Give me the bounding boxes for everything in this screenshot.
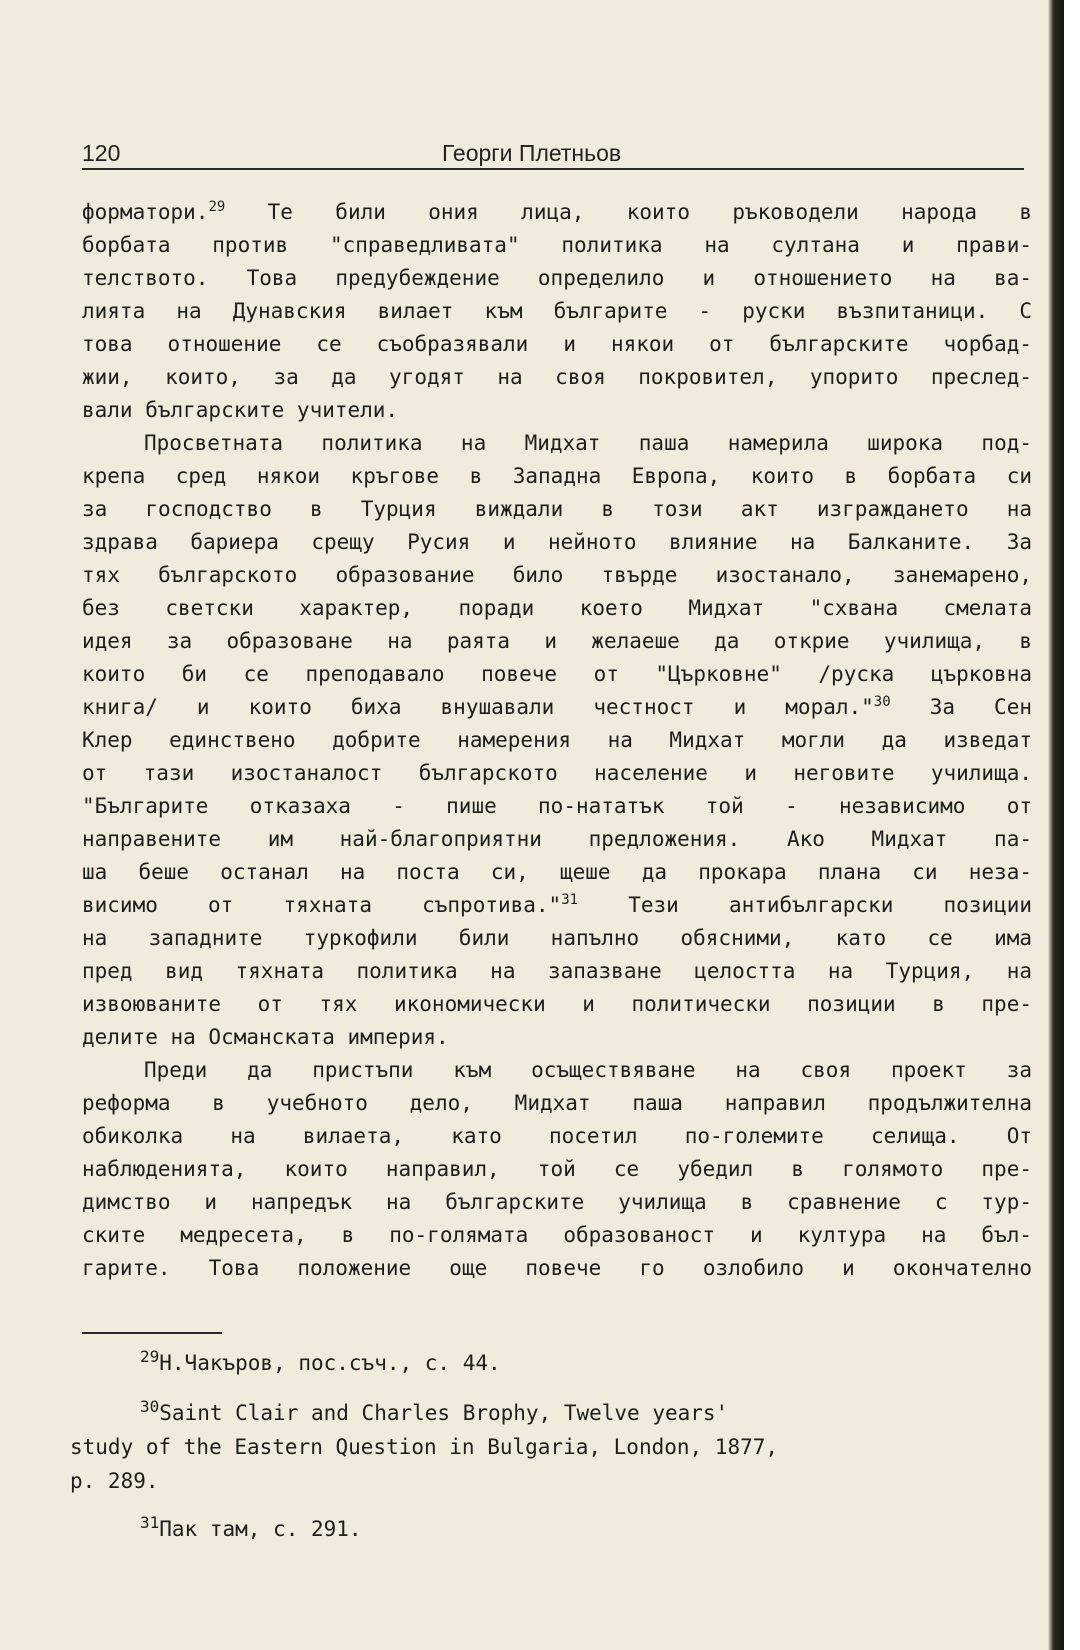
text-line: ша беше останал на поста си, щеше да прокара плана си неза- <box>82 860 1032 884</box>
text-line: реформа в учебното дело, Мидхат паша направил продължителна <box>82 1091 1032 1115</box>
text-line: обиколка на вилаета, като посетил по-големите селища. От <box>82 1124 1032 1148</box>
text-line: извоюваните от тях икономически и политически позиции в пре- <box>82 992 1032 1016</box>
text-line: направените им най-благоприятни предложения. Ако Мидхат па- <box>82 827 1032 851</box>
footnote-30-page: р. 289. <box>70 1469 159 1493</box>
footnote-text: Пак там, с. 291. <box>159 1517 362 1541</box>
footnote-reference-29: 29 <box>208 199 226 215</box>
text-line: без светски характер, поради което Мидхат "схвана смелата <box>82 596 1032 620</box>
text-line: жии, които, за да угодят на своя покровител, упорито преслед- <box>82 365 1032 389</box>
text-line: пред вид тяхната политика на запазване целостта на Турция, на <box>82 959 1032 983</box>
text-line: димство и напредък на българските училища в сравнение с тур- <box>82 1190 1032 1214</box>
footnote-reference-30: 30 <box>873 694 891 710</box>
footnotes <box>70 1340 990 1546</box>
text-line: това отношение се съобразявали и някои от българските чорбад- <box>82 332 1032 356</box>
text-line: телството. Това предубеждение определило и отношението на ва- <box>82 266 1032 290</box>
page-number: 120 <box>82 140 121 166</box>
text-line: тях българското образование било твърде изостанало, занемарено, <box>82 563 1032 587</box>
footnote-30-continued: study of the Eastern Question in Bulgaria, London, 1877, <box>70 1435 779 1459</box>
text-line: форматори.$^{29}$ Те били ония лица, които ръководели народа в <box>82 199 1032 224</box>
text-line: от тази изостаналост българското население и неговите училища. <box>82 761 1032 785</box>
text-line: Клер единствено добрите намерения на Мидхат могли да изведат <box>82 728 1032 752</box>
footnote-divider <box>82 1332 222 1334</box>
text-line: делите на Османската империя. <box>82 1025 449 1049</box>
page-edge-shadow <box>1048 0 1064 1650</box>
footnote-number: 31 <box>140 1513 160 1532</box>
text-line: крепа сред някои кръгове в Западна Европа, които в борбата си <box>82 464 1032 488</box>
running-title: Георги Плетньов <box>442 140 622 166</box>
text-line: лията на Дунавския вилает към българите - руски възпитаници. С <box>82 299 1032 323</box>
footnote-text: Saint Clair and Charles Brophy, Twelve years' <box>159 1401 729 1425</box>
footnote-text: Н.Чакъров, пос.съч., с. 44. <box>159 1351 501 1375</box>
text-line: гарите. Това положение още повече го озлобило и окончателно <box>82 1256 1032 1280</box>
footnote-31 <box>70 1512 990 1546</box>
text-line: здрава бариера срещу Русия и нейното влияние на Балканите. За <box>82 530 1032 554</box>
text-line: на западните туркофили били напълно обясними, като се има <box>82 926 1032 950</box>
footnote-29 <box>70 1340 990 1396</box>
text-line: Преди да пристъпи към осъществяване на своя проект за <box>144 1058 1032 1082</box>
text-line: вали българските учители. <box>82 398 399 422</box>
text-line: идея за образоване на раята и желаеше да открие училища, в <box>82 629 1032 653</box>
footnote-number: 29 <box>140 1347 160 1366</box>
page-header <box>82 138 1024 170</box>
text-line: наблюденията, които направил, той се убедил в голямото пре- <box>82 1157 1032 1181</box>
footnote-30 <box>70 1396 990 1430</box>
text-line: борбата против "справедливата" политика на султана и прави- <box>82 233 1032 257</box>
text-line: книга/ и които биха внушавали честност и морал."$^{30}$ За Сен <box>82 694 1032 719</box>
text-line: висимо от тяхната съпротива."$^{31}$ Тези антибългарски позиции <box>82 892 1032 917</box>
text-line: които би се преподавало повече от "Църковне" /руска църковна <box>82 662 1032 686</box>
footnote-reference-31: 31 <box>561 892 579 908</box>
text-line: ските медресета, в по-голямата образованост и култура на бъл- <box>82 1223 1032 1247</box>
text-line: за господство в Турция виждали в този акт изграждането на <box>82 497 1032 521</box>
text-line: Просветната политика на Мидхат паша намерила широка под- <box>144 431 1032 455</box>
footnote-number: 30 <box>140 1397 160 1416</box>
body-text <box>82 196 1032 1285</box>
text-line: "Българите отказаха - пише по-нататък той - независимо от <box>82 794 1032 818</box>
